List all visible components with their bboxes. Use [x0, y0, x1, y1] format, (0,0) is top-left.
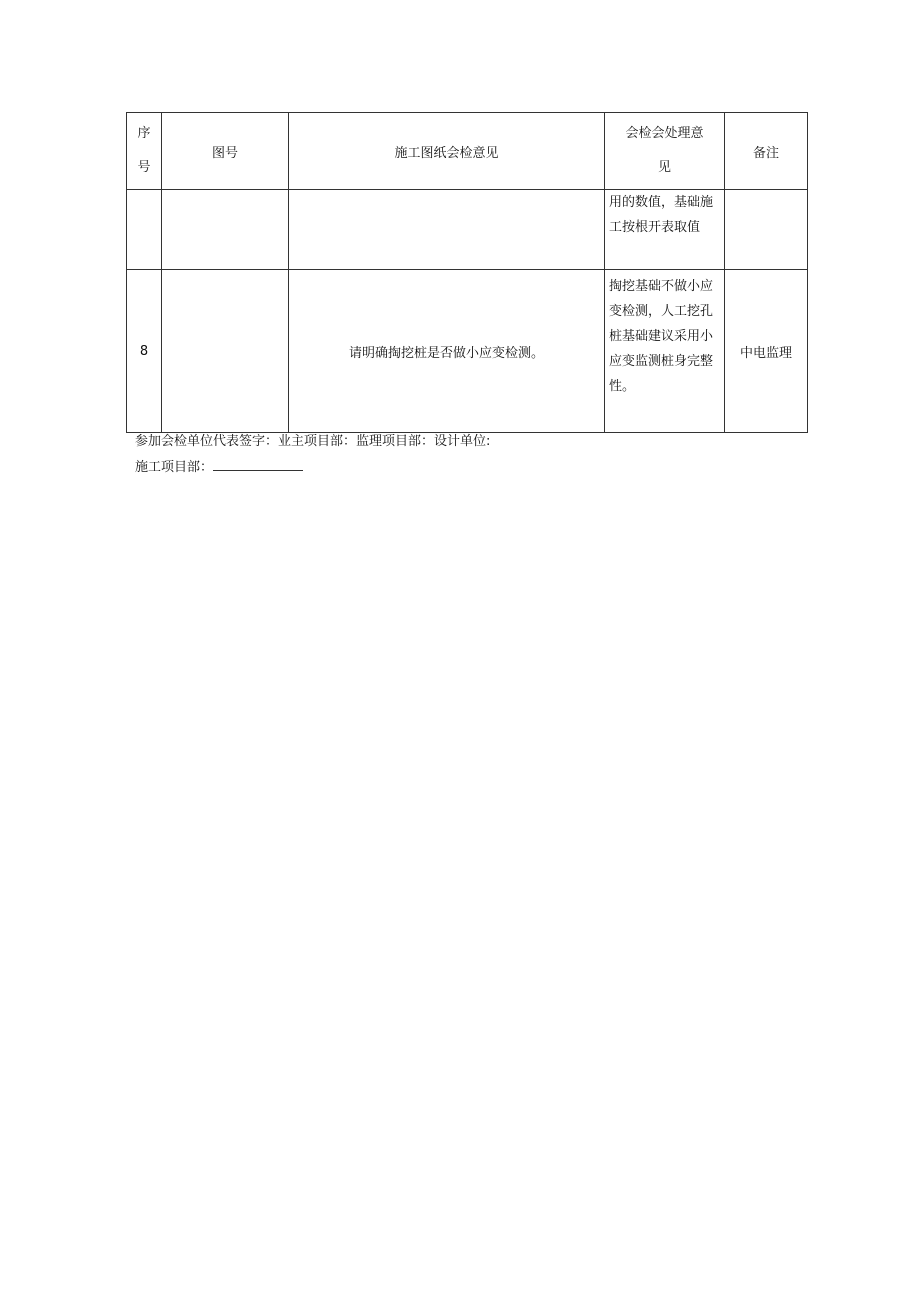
drawing-review-table [126, 112, 808, 433]
signature-blank [213, 458, 303, 471]
construction-dept-line [135, 456, 303, 475]
header-remark: 备注 [725, 113, 808, 190]
header-drawing-no: 图号 [162, 113, 289, 190]
signatures-label: 参加会检单位代表签字：业主项目部：监理项目部：设计单位: [135, 434, 491, 449]
header-seq [127, 113, 162, 190]
table-row [127, 270, 808, 433]
header-opinion: 施工图纸会检意见 [289, 113, 605, 190]
cell-drawing-no [162, 190, 289, 270]
header-result [605, 113, 725, 190]
header-seq-line2: 号 [137, 160, 151, 175]
cell-seq: 8 [127, 270, 162, 433]
table-header-row [127, 113, 808, 190]
header-seq-line1: 序 [137, 126, 151, 141]
table-row [127, 190, 808, 270]
signatures-line [135, 430, 490, 449]
cell-seq [127, 190, 162, 270]
cell-result: 用的数值，基础施工按根开表取值 [605, 190, 725, 270]
cell-remark [725, 190, 808, 270]
cell-drawing-no [162, 270, 289, 433]
cell-remark: 中电监理 [725, 270, 808, 433]
header-result-line1: 会检会处理意 [625, 126, 704, 141]
cell-opinion: 请明确掏挖桩是否做小应变检测。 [289, 270, 605, 433]
cell-result: 掏挖基础不做小应变检测，人工挖孔桩基础建议采用小应变监测桩身完整性。 [605, 270, 725, 433]
cell-opinion [289, 190, 605, 270]
header-result-line2: 见 [657, 160, 671, 175]
construction-dept-label: 施工项目部： [135, 460, 214, 475]
